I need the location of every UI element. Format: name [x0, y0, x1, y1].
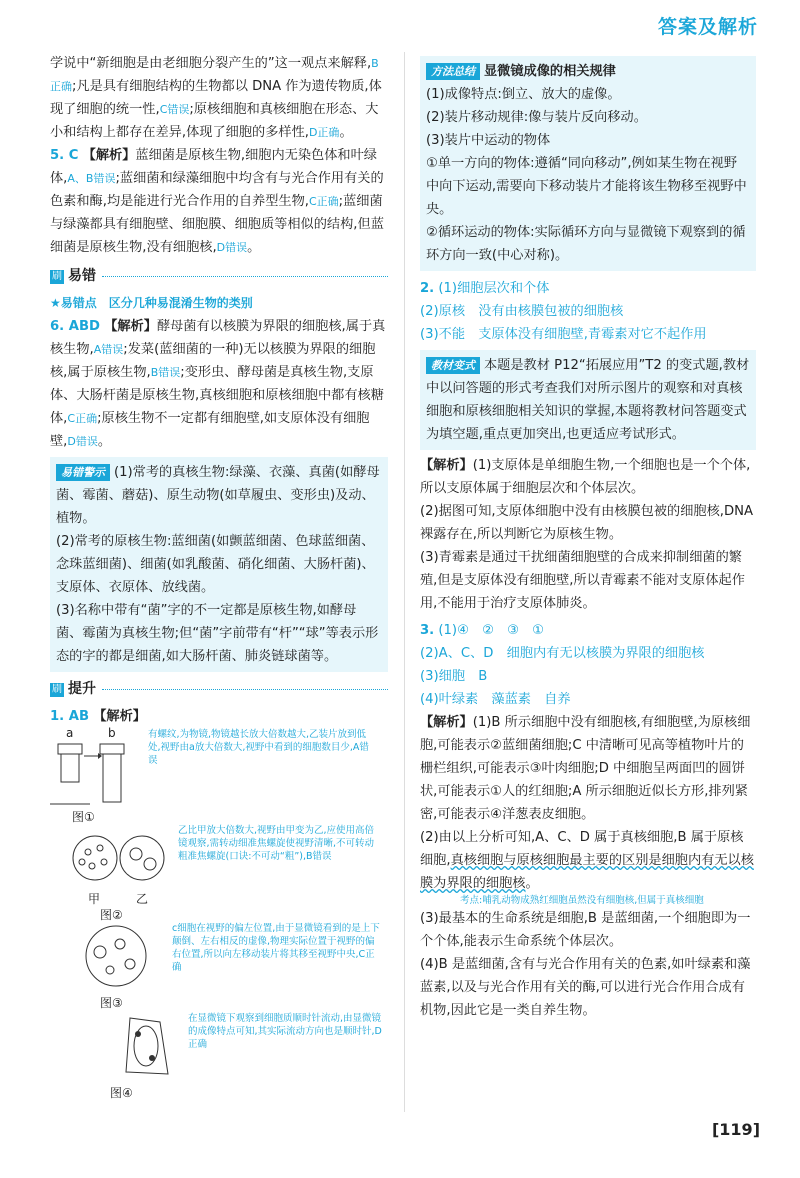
warning-box: [50, 457, 388, 672]
method-item-2: (2)装片移动规律:像与装片反向移动。: [426, 110, 647, 125]
q6-number: 6. ABD: [50, 319, 100, 334]
section-divider: [102, 276, 388, 277]
q6-mark-d: D错误: [67, 435, 98, 448]
method-item-3b: ②循环运动的物体:实际循环方向与显微镜下观察到的循环方向一致(中心对称)。: [426, 225, 746, 263]
q3-analysis-2-end: 。: [525, 876, 539, 891]
q6-mark-c: C正确: [67, 412, 98, 425]
warning-item-3: (3)名称中带有“菌”字的不一定都是原核生物,如酵母菌、霉菌为真核生物;但“菌”字前带有“杆”“球”等表示形态的字的都是细菌,如大肠杆菌、肺炎链球菌等。: [56, 603, 379, 664]
q6-text-b: ;发菜(蓝细菌的一种)无以核膜为界限的细胞核,属于原核生物,: [50, 342, 376, 380]
q3-analysis-2: [420, 826, 756, 895]
q2-number: 2.: [420, 281, 435, 296]
figure-1: [50, 728, 388, 824]
question-1: [50, 705, 388, 728]
objective-lens-drawing: [50, 728, 140, 808]
question-5: [50, 144, 388, 259]
q5-text-b: ;蓝细菌和绿藻细胞中均含有与光合作用有关的色素和酶,均是能进行光合作用的自养型生物,: [50, 171, 384, 209]
intro-mark-c: C错误: [159, 103, 190, 116]
intro-text-2: ;凡是具有细胞结构的生物都以 DNA 作为遗传物质,体现了细胞的统一性,: [50, 79, 382, 117]
intro-text-3: ;原核细胞和真核细胞在形态、大小和结构上都存在差异,体现了细胞的多样性,: [50, 102, 379, 140]
fig1-caption: 图①: [72, 810, 95, 824]
fig3-annotation: c细胞在视野的偏左位置,由于显微镜看到的是上下颠倒、左右相反的虚像,物理实际位置于视野的偏右位置,所以向左移动装片将其移至视野中央,C正确: [172, 923, 380, 973]
q6-mark-b: B错误: [150, 366, 181, 379]
q3-analysis-2-underlined: 真核细胞与原核细胞最主要的区别是细胞内有无以核膜为界限的细胞核: [420, 853, 754, 891]
yicuo-point: ★易错点 区分几种易混淆生物的类别: [50, 296, 253, 310]
column-divider: [404, 52, 405, 1112]
q5-mark-c: C正确: [308, 195, 339, 208]
q5-end: 。: [247, 240, 261, 255]
figure-4: [50, 1012, 388, 1102]
q6-tag: 【解析】: [104, 319, 157, 334]
fig2-label-yi: 乙: [136, 892, 149, 906]
q5-text-c: ;蓝细菌与绿藻都具有细胞壁、细胞膜、细胞质等相似的结构,但蓝细菌是原核生物,没有细胞核,: [50, 194, 384, 255]
variant-box: [420, 350, 756, 450]
method-item-3a: ①单一方向的物体:遵循“同向移动”,例如某生物在视野中向下运动,需要向下移动装片才能将该生物移至视野中央。: [426, 156, 747, 217]
q3-analysis-tag: 【解析】: [420, 715, 473, 730]
page-header-title: 答案及解析: [657, 16, 758, 38]
field-of-view-drawing: [70, 826, 170, 896]
left-column: [50, 52, 388, 1102]
q2-analysis-tag: 【解析】: [420, 458, 473, 473]
q2-analysis-3: (3)青霉素是通过干扰细菌细胞壁的合成来抑制细菌的繁殖,但是支原体没有细胞壁,所以青霉素不能对支原体起作用,不能用于治疗支原体肺炎。: [420, 550, 745, 611]
page-number: [119]: [711, 1120, 760, 1139]
warning-item-1: (1)常考的真核生物:绿藻、衣藻、真菌(如酵母菌、霉菌、蘑菇)、原生动物(如草履虫、变形虫)及动、植物。: [56, 465, 380, 526]
q3-answer-4: (4)叶绿素 藻蓝素 自养: [420, 692, 571, 707]
section-yicuo: [50, 265, 388, 288]
q6-text-c: ;变形虫、酵母菌是真核生物,支原体、大肠杆菌是原核生物,真核细胞和原核细胞中都有核糖体,: [50, 365, 384, 426]
fig3-caption: 图③: [100, 996, 123, 1010]
question-3: [420, 619, 756, 711]
q5-mark-ab: A、B错误: [67, 172, 116, 185]
intro-mark-b: B正确: [50, 57, 379, 93]
q3-analysis: [420, 711, 756, 826]
section-divider: [102, 689, 388, 690]
question-6: [50, 315, 388, 453]
q2-answer-3: (3)不能 支原体没有细胞壁,青霉素对它不起作用: [420, 327, 707, 342]
q6-text-d: ;原核生物不一定都有细胞壁,如支原体没有细胞壁,: [50, 411, 370, 449]
q6-text-a: 酵母菌有以核膜为界限的细胞核,属于真核生物,: [50, 319, 386, 357]
kaodian-note: 考点:哺乳动物成熟红细胞虽然没有细胞核,但属于真核细胞: [460, 895, 704, 906]
section-tisheng-title: 提升: [68, 681, 96, 697]
method-tag: 方法总结: [426, 63, 480, 80]
q3-analysis-1: (1)B 所示细胞中没有细胞核,有细胞壁,为原核细胞,可能表示②蓝细菌细胞;C 中清晰可见高等植物叶片的栅栏组织,可能表示③叶肉细胞;D 中细胞呈两面凹的圆饼状,可能表示①人的红细胞;A 所示细胞近似长方形,排列紧密,可能表示④洋葱表皮细胞。: [420, 715, 751, 822]
fig1-annotation: 有螺纹,为物镜,物镜越长放大倍数越大,乙装片放到低处,视野由a放大倍数大,视野中看到的细胞数目少,A错误: [148, 729, 369, 766]
fig4-annotation: 在显微镜下观察到细胞质顺时针流动,由显微镜的成像特点可知,其实际流动方向也是顺时针,D正确: [188, 1013, 382, 1050]
page-number-value: 119: [719, 1120, 753, 1139]
q3-answer-1: (1)④ ② ③ ①: [438, 623, 544, 638]
intro-end: 。: [339, 125, 353, 140]
q2-analysis: [420, 454, 756, 500]
q2-answer-1: (1)细胞层次和个体: [438, 281, 550, 296]
fig1-label-b: b: [108, 726, 116, 740]
q2-analysis-2: (2)据图可知,支原体细胞中没有由核膜包被的细胞核,DNA裸露存在,所以判断它为原核生物。: [420, 504, 754, 542]
q2-analysis-1: (1)支原体是单细胞生物,一个细胞也是一个个体,所以支原体属于细胞层次和个体层次。: [420, 458, 751, 496]
q6-end: 。: [97, 434, 112, 449]
q1-tag: 【解析】: [93, 709, 146, 724]
variant-tag: 教材变式: [426, 357, 480, 374]
section-tisheng: [50, 678, 388, 701]
right-column: [420, 52, 756, 1022]
q6-mark-a: A错误: [93, 343, 124, 356]
cytoplasm-flow-drawing: [110, 1012, 180, 1082]
q3-number: 3.: [420, 623, 435, 638]
method-item-1: (1)成像特点:倒立、放大的虚像。: [426, 87, 621, 102]
fig1-label-a: a: [66, 726, 74, 740]
intro-mark-d: D正确: [308, 126, 340, 139]
intro-paragraph: [50, 52, 388, 144]
variant-text: 本题是教材 P12“拓展应用”T2 的变式题,教材中以问答题的形式考查我们对所示图片的观察和对真核细胞和原核细胞相关知识的掌握,本题将教材问答题变式为填空题,重点更加突出,也更适应考试形式。: [426, 358, 750, 442]
q2-answer-2: (2)原核 没有由核膜包被的细胞核: [420, 304, 624, 319]
figure-2: [50, 824, 388, 922]
q5-mark-d: D错误: [216, 241, 248, 254]
section-yicuo-title: 易错: [68, 268, 96, 284]
fig4-caption: 图④: [110, 1086, 133, 1100]
q3-analysis-2a: (2)由以上分析可知,A、C、D 属于真核细胞,B 属于原核细胞,: [420, 830, 744, 868]
question-2: [420, 277, 756, 346]
q1-number: 1. AB: [50, 709, 90, 724]
cell-position-drawing: [80, 922, 160, 992]
q3-analysis-3: (3)最基本的生命系统是细胞,B 是蓝细菌,一个细胞即为一个个体,能表示生命系统个体层次。: [420, 911, 751, 949]
q5-number: 5. C: [50, 148, 79, 163]
method-box: [420, 56, 756, 271]
method-title: 显微镜成像的相关规律: [484, 64, 616, 79]
fig2-annotation: 乙比甲放大倍数大,视野由甲变为乙,应使用高倍镜观察,需转动细准焦螺旋使视野清晰,不可转动粗准焦螺旋(口诀:不可动“粗”),B错误: [178, 825, 375, 862]
figure-3: [50, 922, 388, 1012]
q3-analysis-4: (4)B 是蓝细菌,含有与光合作用有关的色素,如叶绿素和藻蓝素,以及与光合作用有关的酶,可以进行光合作用合成有机物,因此它是一类自养生物。: [420, 957, 751, 1018]
warning-item-2: (2)常考的原核生物:蓝细菌(如颤蓝细菌、色球蓝细菌、念珠蓝细菌)、细菌(如乳酸菌、硝化细菌、大肠杆菌)、支原体、衣原体、放线菌。: [56, 534, 375, 595]
q5-text-a: 蓝细菌是原核生物,细胞内无染色体和叶绿体,: [50, 148, 377, 186]
section-icon: 刷: [52, 683, 62, 695]
fig2-caption: 图②: [100, 908, 123, 922]
fig2-label-jia: 甲: [88, 892, 101, 906]
q3-answer-3: (3)细胞 B: [420, 669, 488, 684]
method-item-3: (3)装片中运动的物体: [426, 133, 551, 148]
q5-tag: 【解析】: [82, 148, 136, 163]
warning-tag: 易错警示: [56, 464, 110, 481]
intro-text-1: 学说中“新细胞是由老细胞分裂产生的”这一观点来解释,: [50, 56, 372, 71]
section-icon: 刷: [52, 270, 62, 282]
q3-answer-2: (2)A、C、D 细胞内有无以核膜为界限的细胞核: [420, 646, 705, 661]
